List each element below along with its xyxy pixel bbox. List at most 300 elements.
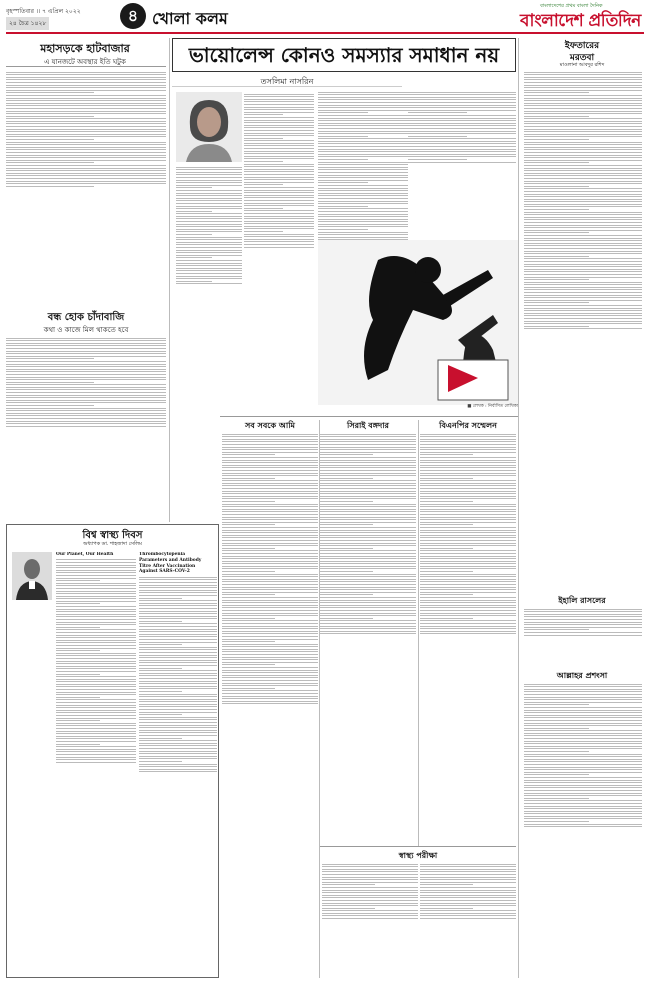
text-line	[420, 869, 516, 870]
text-line	[6, 152, 166, 153]
text-line	[6, 402, 166, 403]
article-headline-extortion[interactable]: বন্ধ হোক চাঁদাবাজি	[47, 312, 125, 323]
text-line	[244, 156, 314, 157]
text-line	[320, 452, 416, 453]
text-line	[408, 146, 516, 147]
text-line	[318, 177, 408, 178]
text-line	[320, 568, 416, 569]
main-body-col1	[176, 165, 242, 408]
text-line	[524, 806, 642, 807]
text-line	[139, 670, 217, 671]
text-line	[6, 382, 94, 383]
main-headline[interactable]: ভায়োলেন্স কোনও সমস্যার সমাধান নয়	[172, 38, 516, 72]
text-line	[222, 556, 318, 557]
text-line	[56, 668, 136, 669]
text-line	[420, 475, 516, 476]
text-line	[139, 587, 217, 588]
text-line	[318, 105, 408, 106]
text-line	[139, 727, 217, 728]
text-line	[139, 766, 217, 767]
text-line	[244, 104, 314, 105]
text-line	[420, 607, 516, 608]
text-line	[244, 164, 314, 165]
text-line	[56, 710, 136, 711]
article-headline-praise[interactable]: আল্লাহর প্রশংসা	[556, 670, 608, 680]
text-line	[320, 473, 416, 474]
text-line	[56, 728, 136, 729]
text-line	[420, 514, 516, 515]
text-line	[139, 740, 217, 741]
text-line	[420, 485, 516, 486]
text-line	[139, 652, 217, 653]
article-headline-iftar[interactable]: ইফতারের	[564, 41, 600, 51]
text-line	[420, 545, 516, 546]
text-line	[420, 434, 516, 435]
text-line	[318, 107, 408, 108]
text-line	[408, 110, 516, 111]
text-line	[139, 600, 217, 601]
text-line	[420, 447, 516, 448]
text-line	[408, 125, 516, 126]
text-line	[244, 192, 314, 193]
text-line	[320, 607, 416, 608]
text-line	[56, 762, 136, 763]
text-line	[524, 710, 642, 711]
text-line	[139, 730, 217, 731]
text-line	[320, 467, 416, 468]
text-line	[318, 190, 408, 191]
article-body-health-check-a	[322, 862, 418, 978]
text-line	[318, 232, 408, 233]
text-line	[244, 130, 314, 131]
text-line	[139, 668, 182, 669]
text-line	[222, 568, 318, 569]
article-headline-ihalil[interactable]: ইহালি রাসলের	[558, 595, 606, 605]
text-line	[420, 457, 516, 458]
text-line	[420, 900, 516, 901]
text-line	[56, 606, 136, 607]
text-line	[244, 231, 283, 232]
text-line	[320, 594, 373, 595]
text-line	[420, 501, 473, 502]
text-line	[524, 629, 589, 630]
text-line	[222, 639, 318, 640]
text-line	[222, 447, 318, 448]
text-line	[524, 162, 589, 163]
text-line	[139, 621, 182, 622]
text-line	[222, 522, 318, 523]
text-line	[56, 741, 136, 742]
text-line	[320, 491, 416, 492]
text-line	[139, 694, 217, 695]
text-line	[222, 496, 318, 497]
text-line	[139, 735, 217, 736]
text-line	[222, 485, 318, 486]
text-line	[408, 128, 516, 129]
text-line	[56, 655, 136, 656]
text-line	[420, 527, 516, 528]
text-line	[176, 208, 242, 209]
text-line	[408, 94, 516, 95]
text-line	[222, 436, 318, 437]
text-line	[524, 111, 642, 112]
text-line	[524, 707, 642, 708]
text-line	[524, 245, 642, 246]
text-line	[222, 587, 318, 588]
text-line	[6, 108, 166, 109]
text-line	[420, 610, 516, 611]
text-line	[322, 897, 418, 898]
text-line	[420, 543, 516, 544]
text-line	[524, 194, 642, 195]
text-line	[524, 264, 642, 265]
text-line	[244, 228, 314, 229]
article-body-health-b	[139, 552, 217, 972]
text-line	[318, 219, 408, 220]
article-subhead-extortion: কথা ও কাজে মিল থাকতে হবে	[43, 326, 129, 334]
divider	[220, 416, 518, 417]
text-line	[139, 623, 217, 624]
text-line	[322, 908, 375, 909]
text-line	[222, 506, 318, 507]
text-line	[408, 120, 516, 121]
text-line	[420, 530, 516, 531]
text-line	[176, 226, 242, 227]
text-line	[320, 571, 373, 572]
divider	[172, 86, 402, 87]
text-line	[524, 315, 642, 316]
text-line	[6, 178, 166, 179]
text-line	[56, 603, 100, 604]
text-line	[408, 154, 516, 155]
text-line	[176, 221, 242, 222]
text-line	[6, 103, 166, 104]
text-line	[524, 803, 642, 804]
text-line	[244, 114, 283, 115]
text-line	[222, 698, 318, 699]
text-line	[524, 98, 642, 99]
text-line	[322, 877, 418, 878]
text-line	[244, 161, 283, 162]
text-line	[524, 206, 642, 207]
text-line	[524, 157, 642, 158]
text-line	[176, 185, 242, 186]
text-line	[222, 514, 318, 515]
text-line	[139, 634, 217, 635]
text-line	[320, 488, 416, 489]
text-line	[56, 757, 136, 758]
text-line	[524, 116, 589, 117]
text-line	[524, 292, 642, 293]
text-line	[139, 761, 182, 762]
text-line	[56, 671, 136, 672]
text-line	[524, 235, 642, 236]
text-line	[139, 719, 217, 720]
text-line	[524, 305, 642, 306]
text-line	[244, 120, 314, 121]
text-line	[56, 629, 136, 630]
text-line	[322, 903, 418, 904]
text-line	[222, 457, 318, 458]
text-line	[420, 522, 516, 523]
text-line	[524, 694, 642, 695]
article-body-ihalil	[524, 607, 642, 667]
text-line	[6, 82, 166, 83]
text-line	[420, 882, 516, 883]
text-line	[244, 187, 314, 188]
text-line	[524, 105, 642, 106]
text-line	[320, 597, 416, 598]
text-line	[222, 610, 318, 611]
text-line	[524, 808, 642, 809]
text-line	[318, 136, 368, 137]
text-line	[222, 607, 318, 608]
text-line	[320, 558, 416, 559]
text-line	[6, 113, 166, 114]
text-line	[420, 439, 516, 440]
text-line	[56, 666, 136, 667]
text-line	[524, 609, 642, 610]
text-line	[139, 657, 217, 658]
text-line	[244, 135, 314, 136]
article-body-health-check-b	[420, 862, 516, 978]
text-line	[176, 169, 242, 170]
text-line	[420, 506, 516, 507]
text-line	[524, 813, 642, 814]
text-line	[318, 92, 408, 93]
text-line	[524, 738, 642, 739]
text-line	[6, 72, 166, 73]
text-line	[222, 667, 318, 668]
text-line	[56, 585, 136, 586]
text-line	[318, 97, 408, 98]
text-line	[6, 369, 166, 370]
text-line	[524, 318, 642, 319]
text-line	[524, 717, 642, 718]
text-line	[420, 579, 516, 580]
text-line	[318, 216, 408, 217]
text-line	[524, 297, 642, 298]
medical-term: Against SARS-COV-2	[139, 569, 190, 575]
text-line	[320, 561, 416, 562]
text-line	[6, 155, 166, 156]
text-line	[524, 240, 642, 241]
text-line	[176, 276, 242, 277]
text-line	[524, 287, 642, 288]
text-line	[524, 321, 642, 322]
text-line	[56, 736, 136, 737]
text-line	[176, 237, 242, 238]
text-line	[318, 180, 408, 181]
text-line	[244, 133, 314, 134]
text-line	[420, 910, 516, 911]
text-line	[320, 584, 416, 585]
text-line	[524, 173, 642, 174]
text-line	[244, 174, 314, 175]
text-line	[322, 871, 418, 872]
text-line	[524, 209, 589, 210]
text-line	[524, 777, 642, 778]
text-line	[222, 563, 318, 564]
text-line	[222, 592, 318, 593]
text-line	[222, 703, 318, 704]
author-photo	[12, 552, 52, 600]
text-line	[6, 426, 166, 427]
text-line	[244, 236, 314, 237]
article-headline-sab[interactable]: সব সবকে আমি	[245, 420, 295, 430]
text-line	[56, 572, 136, 573]
text-line	[320, 439, 416, 440]
text-line	[6, 418, 166, 419]
text-line	[176, 257, 212, 258]
text-line	[524, 818, 642, 819]
text-line	[176, 193, 242, 194]
text-line	[139, 660, 217, 661]
article-body-praise	[524, 682, 642, 974]
text-line	[176, 172, 242, 173]
text-line	[244, 223, 314, 224]
text-line	[320, 535, 416, 536]
text-line	[222, 517, 318, 518]
text-line	[56, 640, 136, 641]
text-line	[524, 302, 589, 303]
text-line	[56, 723, 136, 724]
text-line	[139, 673, 217, 674]
text-line	[524, 785, 642, 786]
text-line	[244, 182, 314, 183]
text-line	[318, 198, 408, 199]
text-line	[176, 244, 242, 245]
text-line	[222, 693, 318, 694]
text-line	[6, 74, 166, 75]
text-line	[524, 728, 589, 729]
text-line	[318, 208, 408, 209]
text-line	[420, 473, 516, 474]
text-line	[139, 756, 217, 757]
text-line	[222, 581, 318, 582]
text-line	[222, 602, 318, 603]
article-headline-sirai[interactable]: সিরাই বঙ্গদার	[347, 420, 389, 430]
text-line	[244, 109, 314, 110]
text-line	[524, 289, 642, 290]
section-title: খোলা কলম	[152, 9, 228, 28]
article-headline-highway[interactable]: মহাসড়কে হাটবাজার	[40, 42, 130, 55]
text-line	[176, 273, 242, 274]
text-line	[176, 265, 242, 266]
text-line	[420, 504, 516, 505]
text-line	[139, 717, 217, 718]
text-line	[524, 188, 642, 189]
text-line	[408, 112, 467, 113]
text-line	[139, 631, 217, 632]
medical-term: Thrombocytopenia	[139, 552, 186, 557]
text-line	[244, 190, 314, 191]
text-line	[524, 217, 642, 218]
text-line	[408, 159, 467, 160]
text-line	[56, 658, 136, 659]
text-line	[176, 182, 242, 183]
article-headline-health-check[interactable]: স্বাস্থ্য পরীক্ষা	[398, 850, 438, 860]
text-line	[524, 798, 589, 799]
text-line	[318, 138, 408, 139]
logo-tagline: বাংলাদেশের প্রথম বাংলা দৈনিক	[540, 3, 603, 9]
text-line	[524, 144, 642, 145]
text-line	[524, 743, 642, 744]
text-line	[222, 574, 318, 575]
text-line	[320, 480, 416, 481]
text-line	[320, 550, 416, 551]
text-line	[420, 600, 516, 601]
text-line	[222, 620, 318, 621]
text-line	[524, 279, 589, 280]
text-line	[524, 699, 642, 700]
text-line	[6, 77, 166, 78]
text-line	[244, 153, 314, 154]
text-line	[222, 597, 318, 598]
text-line	[420, 511, 516, 512]
text-line	[524, 204, 642, 205]
text-line	[524, 175, 642, 176]
text-line	[139, 611, 217, 612]
text-line	[222, 664, 275, 665]
article-body-bnp	[420, 432, 516, 842]
text-line	[6, 183, 166, 184]
text-line	[318, 224, 408, 225]
article-headline-iftar-2[interactable]: মরতবা	[569, 53, 595, 63]
text-line	[244, 125, 314, 126]
text-line	[408, 162, 516, 163]
text-line	[6, 90, 166, 91]
text-line	[139, 636, 217, 637]
text-line	[176, 231, 242, 232]
text-line	[322, 884, 375, 885]
text-line	[56, 578, 136, 579]
text-line	[524, 313, 642, 314]
article-headline-bnp[interactable]: বিএনপির সম্মেলন	[439, 420, 497, 430]
newspaper-logo[interactable]: বাংলাদেশ প্রতিদিন	[520, 11, 641, 31]
text-line	[420, 581, 516, 582]
text-line	[222, 530, 318, 531]
text-line	[318, 125, 408, 126]
text-line	[222, 561, 318, 562]
text-line	[524, 121, 642, 122]
text-line	[420, 877, 516, 878]
text-line	[6, 118, 166, 119]
text-line	[420, 566, 516, 567]
text-line	[244, 205, 314, 206]
text-line	[524, 82, 642, 83]
text-line	[6, 173, 166, 174]
text-line	[524, 751, 589, 752]
text-line	[139, 722, 217, 723]
text-line	[524, 232, 589, 233]
text-line	[244, 200, 314, 201]
text-line	[244, 140, 314, 141]
text-line	[420, 913, 516, 914]
text-line	[222, 491, 318, 492]
text-line	[139, 605, 217, 606]
text-line	[524, 282, 642, 283]
text-line	[524, 277, 642, 278]
text-line	[139, 629, 217, 630]
text-line	[222, 641, 275, 642]
text-line	[139, 592, 217, 593]
text-line	[524, 100, 642, 101]
article-headline-health-day[interactable]: বিশ্ব স্বাস্থ্য দিবস	[82, 530, 143, 541]
text-line	[420, 576, 516, 577]
text-line	[6, 413, 166, 414]
text-line	[56, 663, 136, 664]
